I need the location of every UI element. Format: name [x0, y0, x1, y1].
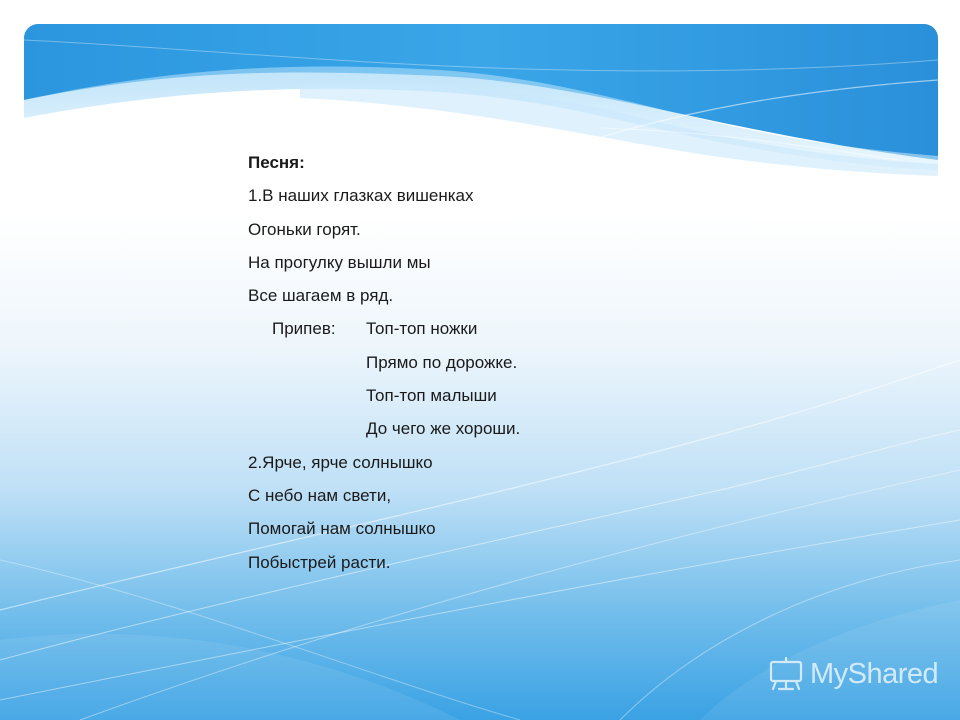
chorus-text: До чего же хороши.	[366, 419, 521, 439]
chorus-line	[248, 312, 478, 345]
chorus-text: Топ-топ малыши	[366, 386, 497, 406]
verse1-line: Огоньки горят.	[248, 219, 361, 239]
top-banner	[24, 24, 938, 176]
watermark-text: MyShared	[810, 657, 939, 690]
verse2-line: С небо нам свети,	[248, 485, 392, 505]
song-text	[248, 146, 521, 579]
chorus-line	[248, 346, 518, 379]
chorus-text: Прямо по дорожке.	[366, 352, 518, 372]
song-title: Песня:	[248, 153, 305, 172]
chorus-line	[248, 379, 497, 412]
chorus-label: Припев:	[272, 319, 336, 339]
verse2-line: Помогай нам солнышко	[248, 519, 436, 539]
verse1-line: Все шагаем в ряд.	[248, 286, 394, 306]
presentation-board-icon	[768, 656, 804, 692]
chorus-line	[248, 412, 521, 445]
watermark	[768, 654, 938, 694]
verse1-line: 1.В наших глазках вишенках	[248, 186, 474, 206]
verse2-line: 2.Ярче, ярче солнышко	[248, 452, 433, 472]
verse2-line: Побыстрей расти.	[248, 552, 391, 572]
verse1-line: На прогулку вышли мы	[248, 252, 431, 272]
chorus-text: Топ-топ ножки	[366, 319, 478, 339]
